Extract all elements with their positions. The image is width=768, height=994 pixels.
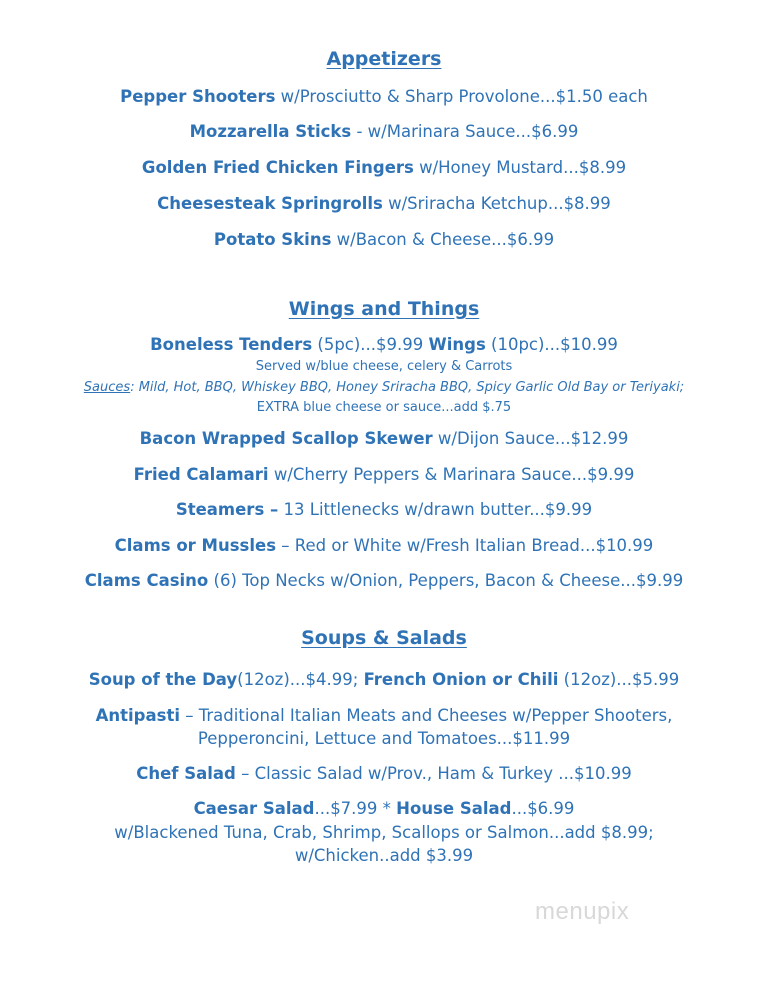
sauces-label: Sauces — [83, 380, 131, 395]
item-desc: (5pc)...$9.99 — [312, 335, 429, 354]
sauces-note — [0, 380, 768, 396]
item-desc: (12oz)...$5.99 — [558, 670, 680, 689]
menu-item-salads — [0, 799, 768, 819]
menu-item-mozzarella-sticks — [0, 122, 768, 142]
menu-item-chef-salad — [0, 764, 768, 784]
menu-item-clams-casino — [0, 571, 768, 591]
sauces-text: : Mild, Hot, BBQ, Whiskey BBQ, Honey Sriracha BBQ, Spicy Garlic Old Bay or Teriyaki; — [130, 380, 685, 395]
menu-item-scallop-skewer — [0, 429, 768, 449]
item-desc: – Classic Salad w/Prov., Ham & Turkey ...$10.99 — [235, 764, 632, 783]
item-name: Soup of the Day — [88, 670, 238, 689]
item-name: Mozzarella Sticks — [189, 122, 352, 141]
item-desc: (12oz)...$4.99; — [237, 670, 364, 689]
item-name: Chef Salad — [136, 764, 236, 783]
menu-item-clams-mussles — [0, 536, 768, 556]
item-name: Caesar Salad — [193, 799, 315, 818]
item-name: Wings — [428, 335, 486, 354]
item-desc: - w/Marinara Sauce...$6.99 — [351, 122, 579, 141]
item-name: House Salad — [396, 799, 512, 818]
item-name: Cheesesteak Springrolls — [157, 194, 383, 213]
extra-note: EXTRA blue cheese or sauce...add $.75 — [256, 400, 512, 415]
menu-item-soups — [0, 670, 768, 690]
item-desc: w/Prosciutto & Sharp Provolone...$1.50 each — [275, 87, 648, 106]
item-name: Clams Casino — [84, 571, 209, 590]
served-note: Served w/blue cheese, celery & Carrots — [255, 359, 513, 374]
menu-item-chicken-fingers — [0, 158, 768, 178]
menu-item-pepper-shooters — [0, 87, 768, 107]
item-desc: w/Cherry Peppers & Marinara Sauce...$9.99 — [268, 465, 635, 484]
item-desc: w/Sriracha Ketchup...$8.99 — [382, 194, 611, 213]
item-desc: – Traditional Italian Meats and Cheeses w/Pepper Shooters, — [180, 706, 673, 725]
menu-item-cheesesteak-springrolls — [0, 194, 768, 214]
item-desc: w/Dijon Sauce...$12.99 — [432, 429, 629, 448]
wings-heading: Wings and Things — [288, 298, 480, 320]
item-desc: 13 Littlenecks w/drawn butter...$9.99 — [278, 500, 593, 519]
item-desc: (6) Top Necks w/Onion, Peppers, Bacon & Cheese...$9.99 — [208, 571, 684, 590]
antipasti-line-2: Pepperoncini, Lettuce and Tomatoes...$11.99 — [197, 729, 571, 748]
item-name: Antipasti — [95, 706, 180, 725]
item-desc: w/Honey Mustard...$8.99 — [413, 158, 627, 177]
menu-item-tenders-wings — [0, 335, 768, 355]
item-name: Clams or Mussles — [114, 536, 277, 555]
salad-addons-line: w/Blackened Tuna, Crab, Shrimp, Scallops or Salmon...add $8.99; — [114, 823, 654, 842]
menu-item-potato-skins — [0, 230, 768, 250]
item-desc: – Red or White w/Fresh Italian Bread...$10.99 — [276, 536, 654, 555]
appetizers-heading: Appetizers — [326, 48, 442, 70]
item-desc: (10pc)...$10.99 — [485, 335, 618, 354]
item-desc: ...$6.99 — [511, 799, 575, 818]
salad-chicken-line: w/Chicken..add $3.99 — [294, 846, 474, 865]
item-desc: w/Bacon & Cheese...$6.99 — [331, 230, 555, 249]
menu-item-fried-calamari — [0, 465, 768, 485]
item-name: Boneless Tenders — [150, 335, 313, 354]
item-name: Steamers – — [175, 500, 279, 519]
item-name: Fried Calamari — [133, 465, 269, 484]
item-name: Pepper Shooters — [120, 87, 276, 106]
soups-heading: Soups & Salads — [301, 627, 467, 649]
menupix-watermark: menupix — [535, 898, 630, 925]
menu-item-steamers — [0, 500, 768, 520]
item-name: Golden Fried Chicken Fingers — [141, 158, 414, 177]
item-name: Potato Skins — [213, 230, 332, 249]
item-desc: ...$7.99 * — [314, 799, 397, 818]
menu-item-antipasti — [0, 706, 768, 726]
item-name: Bacon Wrapped Scallop Skewer — [139, 429, 433, 448]
item-name: French Onion or Chili — [363, 670, 559, 689]
